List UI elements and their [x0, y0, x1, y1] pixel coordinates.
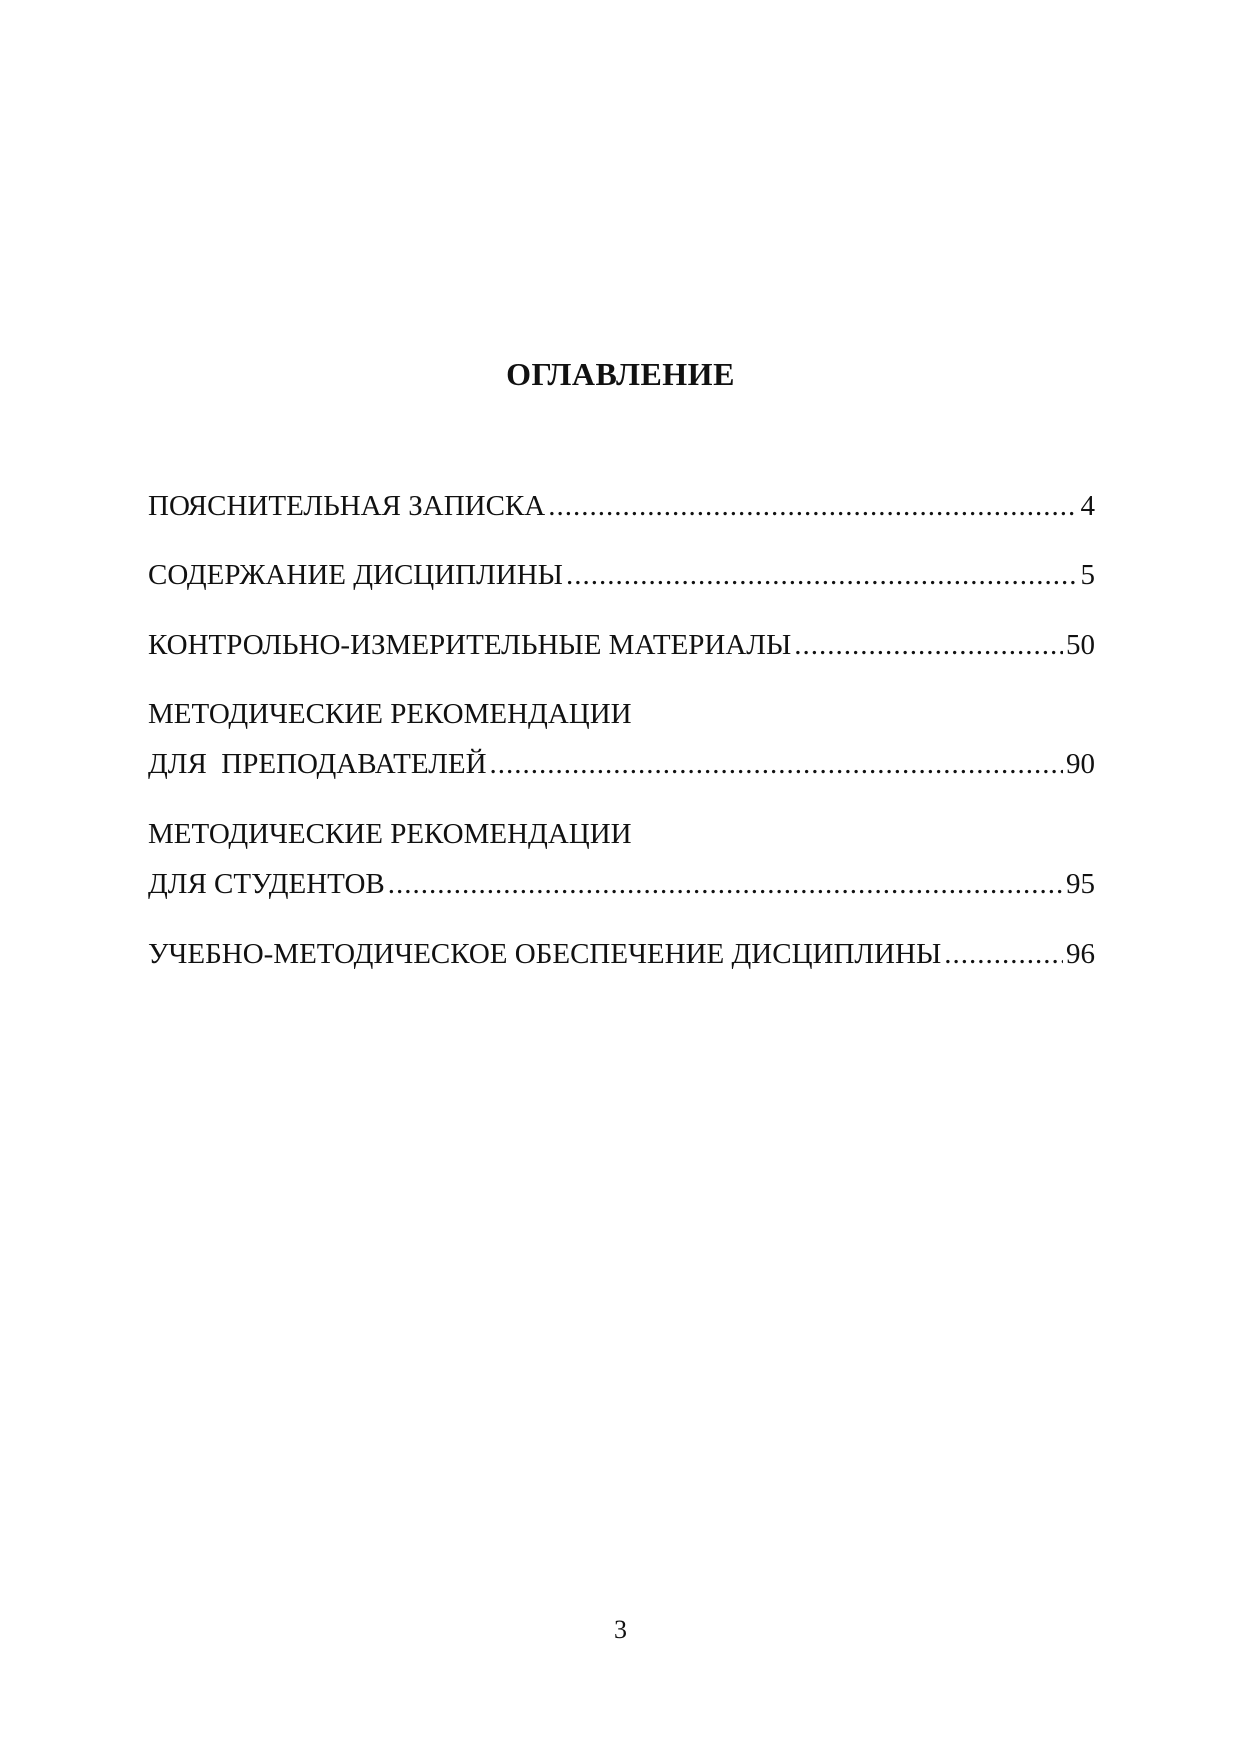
dot-leader — [794, 627, 1063, 663]
toc-entry-title: МЕТОДИЧЕСКИЕ РЕКОМЕНДАЦИИ — [148, 698, 632, 730]
toc-entry-line1[interactable] — [148, 696, 1095, 732]
toc-entry-title: ДЛЯ ПРЕПОДАВАТЕЛЕЙ — [148, 748, 487, 780]
dot-leader — [388, 866, 1063, 902]
toc-entry-page: 50 — [1066, 629, 1095, 661]
toc-entry-page: 90 — [1066, 748, 1095, 780]
toc-entry[interactable] — [148, 936, 1095, 972]
toc-entry-page: 5 — [1080, 559, 1095, 591]
toc-entry-line1[interactable] — [148, 816, 1095, 852]
toc-entry[interactable] — [148, 488, 1095, 524]
toc-entry[interactable] — [148, 866, 1095, 902]
toc-entry-page: 4 — [1080, 490, 1095, 522]
toc-entry[interactable] — [148, 746, 1095, 782]
dot-leader — [944, 936, 1063, 972]
page-number: 3 — [614, 1615, 627, 1644]
toc-entry-page: 95 — [1066, 868, 1095, 900]
toc-entry[interactable] — [148, 627, 1095, 663]
toc-entry-title: КОНТРОЛЬНО-ИЗМЕРИТЕЛЬНЫЕ МАТЕРИАЛЫ — [148, 629, 792, 661]
toc-entry-title: ПОЯСНИТЕЛЬНАЯ ЗАПИСКА — [148, 490, 546, 522]
dot-leader — [566, 557, 1078, 593]
toc-entry-title: СОДЕРЖАНИЕ ДИСЦИПЛИНЫ — [148, 559, 563, 591]
toc-entry-title: ДЛЯ СТУДЕНТОВ — [148, 868, 385, 900]
toc-entry-page: 96 — [1066, 938, 1095, 970]
toc-entry-title: МЕТОДИЧЕСКИЕ РЕКОМЕНДАЦИИ — [148, 818, 632, 850]
toc-heading: ОГЛАВЛЕНИЕ — [506, 356, 735, 392]
toc-entry[interactable] — [148, 557, 1095, 593]
dot-leader — [548, 488, 1077, 524]
toc-entry-title: УЧЕБНО-МЕТОДИЧЕСКОЕ ОБЕСПЕЧЕНИЕ ДИСЦИПЛИНЫ — [148, 938, 942, 970]
dot-leader — [490, 746, 1063, 782]
